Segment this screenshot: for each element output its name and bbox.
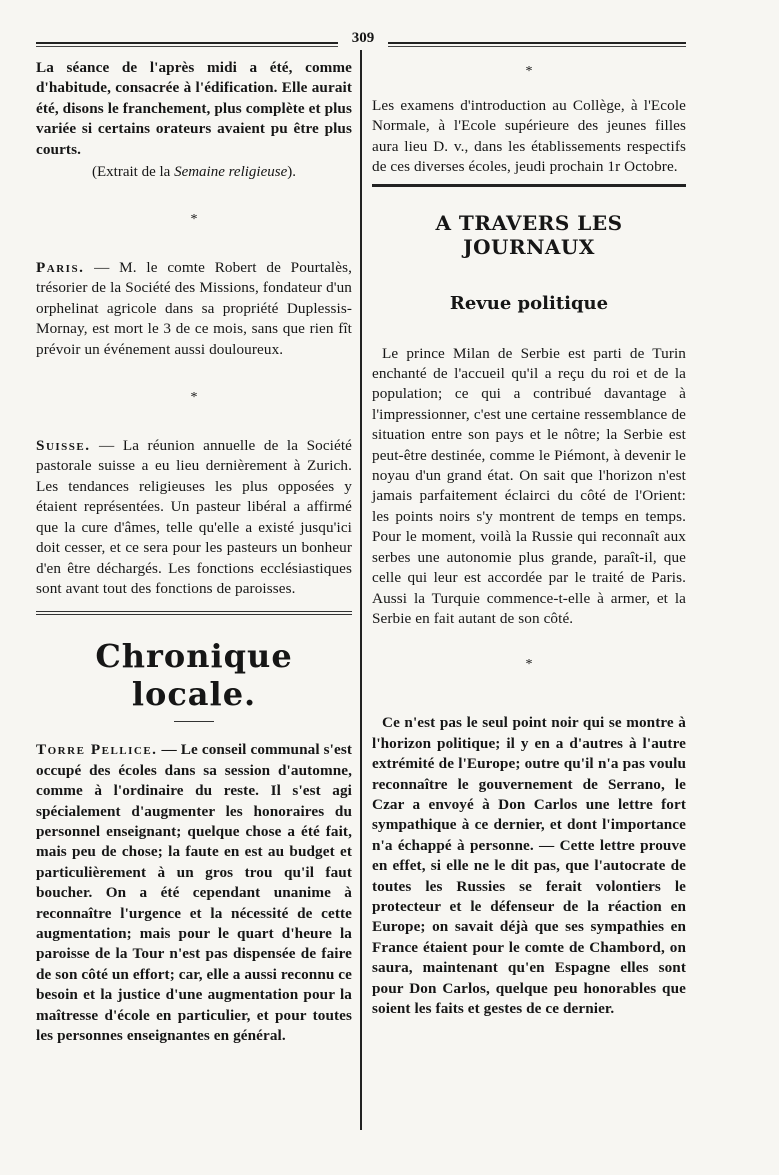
chronique-title: Chronique locale. [95, 637, 293, 714]
page-number: 309 [338, 30, 388, 47]
separator-star: * [190, 212, 198, 228]
section-rule [372, 184, 686, 187]
separator-star: * [525, 657, 533, 673]
separator-star: * [525, 64, 533, 79]
section-rule [36, 611, 352, 615]
source-name: Semaine religieuse [174, 164, 288, 181]
source-credit: (Extrait de la Semaine religieuse). [92, 164, 296, 181]
examens-article: Les examens d'introduction au Collège, à l'Ecole Normale, à l'Ecole supérieure des jeunes filles aura lieu D. v., dans les établissements respectifs de ces diverses écoles, jeudi prochain 1r Octobre. [372, 97, 686, 176]
right-column [372, 58, 686, 1019]
left-column [36, 58, 352, 1046]
section-title: A TRAVERS LES JOURNAUX [435, 210, 623, 259]
point-noir-article: Ce n'est pas le seul point noir qui se montre à l'horizon politique; il y en a d'autres à l'autre extrémité de l'Europe; outre qu'il n'a pas voulu reconnaître le gouvernement de Serrano, le Czar a envoyé à Don Carlos une lettre fort sympathique à ce dernier, et dont l'importance n'a échappé à personne. — Cette lettre prouve en effet, si elle ne le dit pas, que l'autocrate de toutes les Russies se ferait volontiers le protecteur et le défenseur de la réaction en Europe; on savait déjà que ses sympathies en France étaient pour le comte de Chambord, on saura, maintenant qu'en Espagne elles sont pour Don Carlos, quelque peu honorables que soient les faits et gestes de ce dernier. [372, 714, 686, 1017]
subsection-title: Revue politique [449, 292, 609, 314]
intro-paragraph: La séance de l'après midi a été, comme d'habitude, consacrée à l'édification. Elle aurait été, disons le franchement, plus complète et plus variée si certains orateurs avaient pu être plus courts. [36, 59, 352, 158]
suisse-article: Suisse. — La réunion annuelle de la Société pastorale suisse a eu lieu dernièrement à Zurich. Les tendances religieuses les plus opposées y étaient représentées. Un pasteur libéral a affirmé que la cure d'âmes, telle qu'elle a existé jusqu'ici doit cesser, et ce sera pour les pasteurs un bonheur d'en être déchargés. Les fonctions ecclésiastiques sont avant tout des fonctions de paroisses. [36, 437, 352, 597]
milan-article: Le prince Milan de Serbie est parti de Turin enchanté de l'accueil qu'il a reçu du roi et de la population; ce qui a contribué davantage à l'impressionner, c'est une certaine ressemblance de situation entre son pays et le nôtre; la Serbie est peut-être destinée, comme le Piémont, à devenir le noyau d'un grand état. On sait que l'horizon n'est jamais parfaitement éclairci du côté de l'Orient: les points noirs s'y montrent de temps en temps. Pour le moment, voilà la Russie qui reconnaît aux serbes une autonomie plus grande, paraît-il, que celle qui leur est accordée par le traité de Paris. Aussi la Turquie commence-t-elle à armer, et la Serbie en fait autant de son côté. [372, 344, 686, 627]
paris-article: Paris. — M. le comte Robert de Pourtalès, trésorier de la Société des Missions, fondateur d'un orphelinat agricole dans sa propriété Duplessis-Mornay, est mort le 3 de ce mois, sans que rien fît prévoir un événement aussi douloureux. [36, 259, 352, 358]
suisse-heading: Suisse. [36, 437, 91, 455]
torre-article: Torre Pellice. — Le conseil communal s'est occupé des écoles dans sa session d'automne, comme à l'ordinaire du reste. Il s'est agi spécialement d'augmenter les honoraires du personnel enseignant; quelque chose a été fait, mais peu de chose; la faute en est au budget et particulièrement à un gros trou qu'il faut boucher. On a été cependant unanime à reconnaître l'urgence et la nécessité de cette augmentation; mais pour le quart d'heure la paroisse de la Tour n'est pas dispensée de faire de son côté un effort; car, elle a aussi reconnu ce besoin et la justice d'une augmentation pour la maîtresse d'école en particulier, et pour toutes les personnes enseignantes en général. [36, 741, 352, 1044]
short-rule [174, 721, 214, 722]
separator-star: * [190, 390, 198, 406]
column-divider [360, 50, 362, 1130]
paris-heading: Paris. [36, 259, 85, 277]
torre-heading: Torre Pellice. [36, 741, 158, 759]
